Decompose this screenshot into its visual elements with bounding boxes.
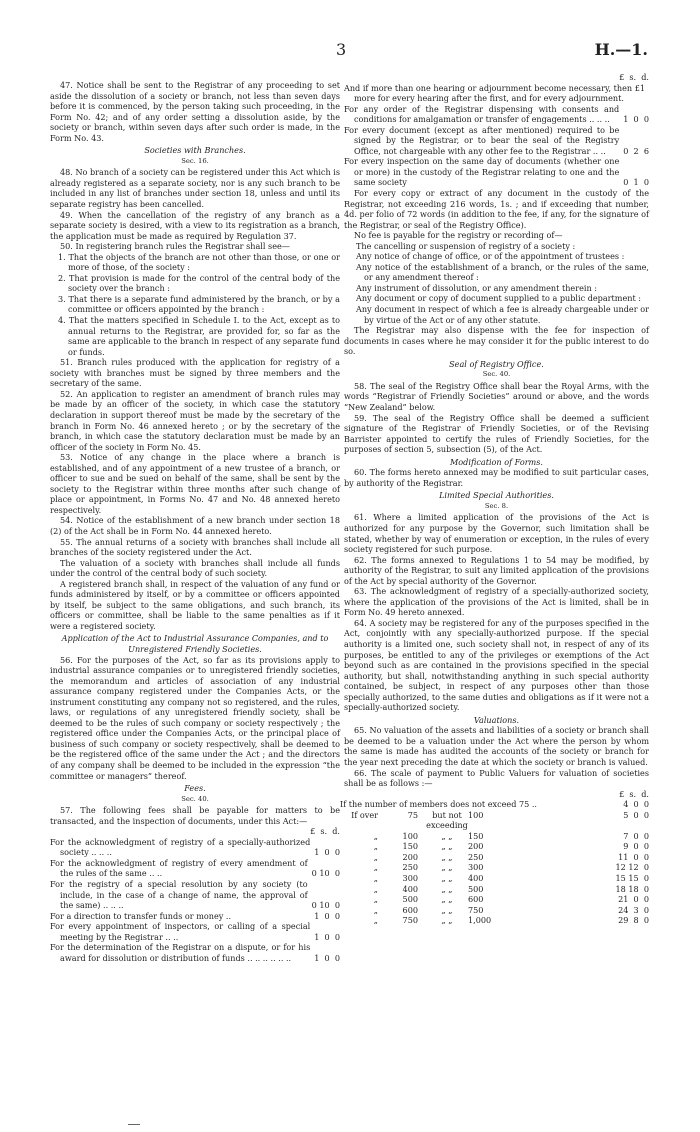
document-reference: H.—1.: [594, 40, 648, 59]
scale-prefix: „: [373, 904, 378, 915]
left-column: [50, 80, 340, 963]
scale-mid: „ „: [441, 883, 453, 894]
table-row: [344, 894, 649, 905]
scale-prefix: „: [373, 894, 378, 905]
scale-amount: 21 0 0: [618, 894, 649, 905]
currency-header: £ s. d.: [310, 826, 340, 837]
fee-row: [50, 942, 340, 963]
scale-mid: „ „: [441, 830, 453, 841]
table-row: [344, 862, 649, 873]
fee-description: For a direction to transfer funds or money ..: [50, 910, 232, 921]
scale-from: 750: [402, 915, 418, 926]
scale-mid: „ „: [441, 894, 453, 905]
reg-48: 48. No branch of a society can be registered under this Act which is already registered as a separate society, nor is any such branch to be included in any list of branches under section 18, unless and until its separate registry has been cancelled.: [50, 167, 340, 210]
scale-from: 150: [402, 841, 418, 852]
valuer-scale-table: [344, 810, 649, 926]
reg-61: 61. Where a limited application of the provisions of the Act is authorized for any purpose by the Governor, such limitation shall be stated, whether by way of enumeration or exception, in the rules of every society registered for such purpose.: [344, 512, 649, 555]
section-ref: Sec. 40.: [181, 794, 209, 803]
reg-49: 49. When the cancellation of the registry of any branch as a separate society is desired, with a view to its registration as a branch, the application must be made as required by Regulation 37.: [50, 209, 340, 241]
reg-63: 63. The acknowledgment of registry of a specially-authorized society, where the application of the provisions of the Act is limited, shall be in Form No. 49 hereto annexed.: [344, 586, 649, 618]
table-row: [344, 852, 649, 863]
scale-from: 100: [402, 830, 418, 841]
scale-prefix: „: [373, 830, 378, 841]
scale-from: 300: [402, 873, 418, 884]
scale-mid: „ „: [441, 841, 453, 852]
list-item: 4. That the matters specified in Schedule I. to the Act, except as to annual returns to the Registrar, are provided for, so far as the same are applicable to the branch in respect of any separate fund or funds.: [58, 315, 340, 357]
heading-valuations: Valuations.: [473, 714, 520, 725]
reg-52: 52. An application to register an amendment of branch rules may be made by an officer of the society, in which case the statutory declaration in support thereof must be made by the secretary of the branch in Form No. 46 annexed hereto ; or by the secretary of the branch, in which case the statutory declaration must be made by an officer of the society in Form No. 45.: [50, 388, 340, 452]
scale-prefix: „: [373, 873, 378, 884]
scale-amount: 29 8 0: [618, 915, 649, 926]
list-item: Any document in respect of which a fee is already chargeable under or by virtue of the Act or of any other statute.: [356, 304, 649, 325]
list-item: Any notice of change of office, or of the appointment of trustees :: [356, 251, 625, 262]
scale-to: 1,000: [468, 915, 492, 926]
reg-51: 51. Branch rules produced with the application for registry of a society with branches must be signed by three members and the secretary of the same.: [50, 357, 340, 389]
fee-description: For every appointment of inspectors, or calling of a special meeting by the Registrar .. ..: [50, 921, 311, 942]
scale-amount: 11 0 0: [618, 851, 649, 862]
fee-amount: 0 1 0: [623, 177, 649, 188]
fee-row: [344, 125, 649, 157]
reg-53: 53. Notice of any change in the place where a branch is established, and of any appointment of a new trustee of a branch, or officer to sue and be sued on behalf of the same, shall be sent by the society to the Registrar within three months after such change of place or appointment, in Forms No. 47 and No. 48 annexed hereto respectively.: [50, 452, 340, 515]
table-row: [344, 884, 649, 895]
table-row: [344, 915, 649, 926]
heading-modification: Modification of Forms.: [450, 456, 543, 467]
list-item: Any notice of the establishment of a branch, or the rules of the same, or any amendment thereof :: [356, 261, 649, 283]
fee-row: [344, 156, 649, 188]
scale-prefix: „: [373, 841, 378, 852]
section-ref: Sec. 16.: [181, 156, 209, 165]
scale-from: 200: [402, 851, 418, 862]
table-row: [344, 905, 649, 916]
reg-66: 66. The scale of payment to Public Valuers for valuation of societies shall be as follows :—: [344, 767, 649, 789]
no-fee-text: No fee is payable for the registry or recording of—: [354, 230, 563, 241]
currency-header: £ s. d.: [619, 72, 649, 82]
scale-to: 150: [468, 830, 484, 841]
fee-amount: 1 0 0: [314, 931, 340, 942]
fee-amount: 0 10 0: [311, 868, 340, 879]
scale-from: 250: [402, 862, 418, 873]
scale-mid: „ „: [441, 862, 453, 873]
list-item: Any instrument of dissolution, or any amendment therein :: [356, 282, 597, 293]
fee-amount: 0 2 6: [623, 145, 649, 156]
fee-row: [50, 879, 340, 911]
reg-50: 50. In registering branch rules the Registrar shall see—: [60, 241, 290, 252]
heading-branches: Societies with Branches.: [144, 145, 246, 156]
scale-amount: 12 12 0: [615, 862, 649, 873]
fee-description: For any order of the Registrar dispensing with consents and conditions for amalgamation or transfer of engagements .. .. ..: [344, 103, 620, 125]
fee-amount: 1 0 0: [314, 847, 340, 858]
scale-to: 500: [468, 883, 484, 894]
fee-amount: 1 0 0: [314, 910, 340, 921]
table-row: [344, 810, 649, 831]
scale-to: 250: [468, 851, 484, 862]
scale-from: 75: [407, 809, 418, 820]
scale-amount: 5 0 0: [620, 809, 649, 820]
fee-list-right: [344, 83, 649, 188]
scale-mid: „ „: [441, 851, 453, 862]
fee-description: For the determination of the Registrar on a dispute, or for his award for dissolution or distribution of funds .. .. .. .. .. ..: [50, 942, 311, 963]
scale-amount: 7 0 0: [620, 830, 649, 841]
scale-from: 500: [402, 894, 418, 905]
list-item: 2. That provision is made for the control of the central body of the society over the branch :: [58, 272, 340, 294]
reg-58: 58. The seal of the Registry Office shall bear the Royal Arms, with the words “Registrar of Friendly Societies” around or above, and the words “New Zealand” below.: [344, 380, 649, 412]
scale-amount: 15 15 0: [615, 873, 649, 884]
fee-description: For every document (except as after mentioned) required to be signed by the Registrar, or to bear the seal of the Registry Office, not chargeable with any other fee to the Registrar .. ..: [344, 124, 620, 156]
fee-amount: 0 10 0: [311, 900, 340, 911]
scale-prefix: „: [373, 915, 378, 926]
reg-60: 60. The forms hereto annexed may be modified to suit particular cases, by authority of the Registrar.: [344, 467, 649, 488]
scale-to: 300: [468, 862, 484, 873]
scale-amount: 24 3 0: [618, 904, 649, 915]
scale-from: 400: [402, 883, 418, 894]
list-item: 1. That the objects of the branch are not other than those, or one or more of those, of the society :: [58, 251, 340, 273]
scale-mid: „ „: [441, 915, 453, 926]
section-ref: Sec. 8.: [484, 501, 509, 510]
fee-description: For the acknowledgment of registry of every amendment of the rules of the same .. ..: [50, 857, 308, 879]
fee-description: For the acknowledgment of registry of a specially-authorized society .. .. ..: [50, 836, 311, 858]
fee-list-left: [50, 837, 340, 964]
heading-fees: Fees.: [184, 783, 206, 794]
table-row: [344, 841, 649, 852]
scale-to: 200: [468, 841, 484, 852]
fee-row: [344, 83, 649, 104]
fee-description: For every inspection on the same day of documents (whether one or more) in the custody of the Registrar relating to one and the same society: [344, 156, 620, 188]
reg-59: 59. The seal of the Registry Office shall be deemed a sufficient signature of the Registrar of Friendly Societies, or of the Revising Barrister appointed to certify the rules of Friendly Societies, for the purposes of section 5, subsection (5), of the Act.: [344, 412, 649, 455]
scale-prefix: If over: [351, 809, 378, 820]
scale-prefix: „: [373, 862, 378, 873]
reg-57: 57. The following fees shall be payable for matters to be transacted, and the inspection of documents, under this Act:—: [50, 805, 340, 826]
table-row: [344, 831, 649, 842]
scale-row-first: [340, 799, 649, 810]
heading-seal: Seal of Registry Office.: [449, 358, 544, 369]
reg-55-valuation: The valuation of a society with branches shall include all funds under the control of the central body of such society.: [50, 557, 340, 579]
reg-62: 62. The forms annexed to Regulations 1 to 54 may be modified, by authority of the Registrar, to suit any limited application of the provisions of the Act by special authority of the Governor.: [344, 554, 649, 586]
scale-amount: 4 0 0: [620, 799, 649, 810]
section-ref: Sec. 40.: [482, 370, 511, 379]
reg-55-branch: A registered branch shall, in respect of the valuation of any fund or funds administered by itself, or by a committee or officers appointed by itself, be subject to the same obligations, and such branch, its officers or committee, shall be liable to the same penalties as if it were a registered society.: [50, 578, 340, 631]
list-item: Any document or copy of document supplied to a public department :: [356, 293, 642, 304]
dispense-text: The Registrar may also dispense with the fee for inspection of documents in cases where he may consider it for the public interest to do so.: [344, 325, 649, 357]
right-column: [340, 72, 649, 926]
currency-header: £ s. d.: [619, 788, 649, 799]
fee-amount: 1 0 0: [314, 952, 340, 963]
scale-label: If the number of members does not exceed 75 ..: [340, 799, 537, 810]
table-row: [344, 873, 649, 884]
fee-row: [344, 104, 649, 125]
reg-65: 65. No valuation of the assets and liabilities of a society or branch shall be deemed to be a valuation under the Act where the person by whom the same is made has audited the accounts of the society or branch for the year next preceding the date at which the society or branch is valued.: [344, 725, 649, 767]
list-item: 3. That there is a separate fund administered by the branch, or by a committee or officers appointed by the branch :: [58, 293, 340, 315]
fee-row: [50, 858, 340, 879]
reg-55: 55. The annual returns of a society with branches shall include all branches of the society registered under the Act.: [50, 536, 340, 558]
fee-row: [50, 911, 340, 922]
fee-row: [50, 837, 340, 858]
reg-54: 54. Notice of the establishment of a new branch under section 18 (2) of the Act shall be in Form No. 44 annexed hereto.: [50, 515, 340, 536]
page-header: [0, 40, 700, 66]
scale-prefix: „: [373, 851, 378, 862]
footer-mark: [128, 1124, 140, 1125]
scale-mid: „ „: [441, 904, 453, 915]
list-item: The cancelling or suspension of registry of a society :: [356, 240, 576, 251]
scale-to: 400: [468, 873, 484, 884]
heading-application: Application of the Act to Industrial Assurance Companies, and to Unregistered Friendly Societies.: [61, 633, 329, 654]
scale-mid: but not exceeding: [426, 809, 468, 831]
scale-prefix: „: [373, 883, 378, 894]
scale-from: 600: [402, 904, 418, 915]
scale-to: 100: [468, 809, 484, 820]
fee-amount: 1 0 0: [623, 114, 649, 125]
scale-mid: „ „: [441, 873, 453, 884]
scale-amount: 18 18 0: [615, 883, 649, 894]
reg-56: 56. For the purposes of the Act, so far as its provisions apply to industrial assurance companies or to unregistered friendly societies, the memorandum and articles of association of any industrial assurance company registered under the Companies Acts, or the instrument constituting any company not so registered, and the rules, laws, or regulations of any unregistered friendly society, shall be deemed to be the rules of such company or society respectively ; the registered office under the Companies Acts, or the principal place of business of such company or society respectively, shall be deemed to be the registered office of the same under the Act ; and the directors of any company shall be deemed to be included in the expression “the committee or managers” thereof.: [50, 654, 340, 781]
scale-amount: 9 0 0: [620, 841, 649, 852]
copy-fee-text: For every copy or extract of any document in the custody of the Registrar, not exceeding 216 words, 1s. ; and if exceeding that number, 4d. per folio of 72 words (in addition to the fee, if any, for the signature of the Registrar, or seal of the Registry Office).: [344, 188, 649, 230]
page-number: 3: [336, 40, 347, 59]
fee-row: [50, 921, 340, 942]
fee-description: And if more than one hearing or adjournment become necessary, then £1 more for every hearing after the first, and for every adjournment.: [344, 82, 645, 104]
reg-47: 47. Notice shall be sent to the Registrar of any proceeding to set aside the dissolution of a society or branch, not less than seven days before it is commenced, by the person taking such proceeding, in the Form No. 42; and of any order setting a dissolution aside, by the society or branch, within seven days after such order is made, in the Form No. 43.: [50, 80, 340, 143]
heading-limited: Limited Special Authorities.: [439, 490, 554, 501]
reg-64: 64. A society may be registered for any of the purposes specified in the Act, conjointly with any specially-authorized purpose. If the special authority is a limited one, such society shall not, in respect of any of its purposes, be entitled to any of the privileges or exemptions of the Act beyond such as are contained in the provisions specified in the special authority, but shall, notwithstanding anything in such special authority contained, be subject, in respect of any purposes other than those specially authorized, to the same duties and obligations as if it were not a specially-authorized society.: [344, 617, 649, 713]
scale-to: 600: [468, 894, 484, 905]
fee-description: For the registry of a special resolution by any society (to include, in the case of a change of name, the approval of the same) .. .. ..: [50, 879, 308, 911]
scale-to: 750: [468, 904, 484, 915]
